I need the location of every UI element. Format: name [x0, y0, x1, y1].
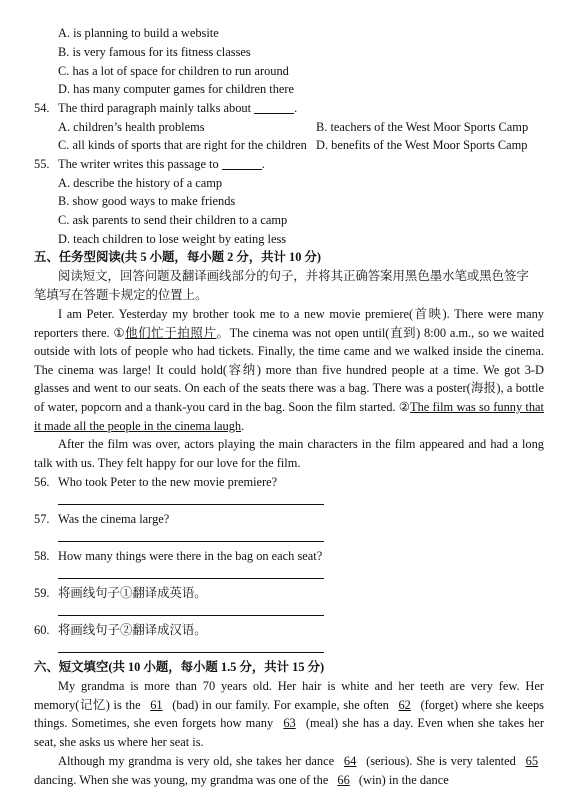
q55-stem-text: The writer writes this passage to — [58, 157, 219, 171]
q56-text: Who took Peter to the new movie premiere? — [58, 475, 278, 489]
s6-p1-text-e: (meal) she has a day. Even when she takes her seat, she asks us where her seat is. — [34, 716, 544, 749]
p1-text-c: . — [241, 418, 245, 433]
q55-option-a: A. describe the history of a camp — [58, 176, 223, 190]
q56-answer-line[interactable] — [58, 504, 324, 505]
section5-passage-paragraph2 — [34, 435, 544, 472]
section6-paragraph1 — [34, 677, 544, 751]
s6-p2-text-c: dancing. When she was young, my grandma was one of the — [34, 772, 332, 787]
q59-number: 59. — [34, 586, 50, 600]
section5-heading: 五、任务型阅读(共 5 小题，每小题 2 分，共计 10 分) — [34, 250, 322, 264]
s6-p1-text-a: My grandma is more than 70 years old. Her hair is white and her teeth are very few. Her memory(记忆) is the — [34, 679, 544, 712]
s6-p2-text-d: (win) in the dance — [355, 772, 449, 787]
section6-heading: 六、短文填空(共 10 小题，每小题 1.5 分，共计 15 分) — [34, 660, 325, 674]
q55-blank — [222, 156, 262, 170]
s6-p1-text-c: (bad) in our family. For example, she often — [168, 697, 393, 712]
q54-option-d: D. benefits of the West Moor Sports Camp — [316, 138, 528, 152]
q58-answer-line[interactable] — [58, 578, 324, 579]
section6-paragraph2 — [34, 752, 544, 789]
q54-option-c: C. all kinds of sports that are right for the children — [58, 138, 307, 152]
q55-stem: The writer writes this passage to . — [58, 157, 265, 171]
blank-66[interactable]: 66 — [337, 772, 350, 787]
q53-option-a: A. is planning to build a website — [58, 26, 219, 40]
q55-number: 55. — [34, 157, 50, 171]
q54-number: 54. — [34, 101, 50, 115]
q53-option-d: D. has many computer games for children there — [58, 82, 295, 96]
blank-61[interactable]: 61 — [150, 697, 163, 712]
section5-instruction-line1: 阅读短文，回答问题及翻译画线部分的句子，并将其正确答案用黑色墨水笔或黑色签字 — [58, 269, 529, 283]
blank-62[interactable]: 62 — [398, 697, 411, 712]
q53-option-b: B. is very famous for its fitness classes — [58, 45, 251, 59]
q57-text: Was the cinema large? — [58, 512, 170, 526]
blank-63[interactable]: 63 — [283, 716, 296, 731]
q55-option-d: D. teach children to lose weight by eating less — [58, 232, 287, 246]
q58-text: How many things were there in the bag on each seat? — [58, 549, 323, 563]
s6-p2-text-a: Although my grandma is very old, she takes her dance — [58, 754, 338, 768]
q54-blank — [254, 100, 294, 114]
underlined-sentence-1: 他们忙于拍照片 — [125, 325, 217, 340]
q56-number: 56. — [34, 475, 50, 489]
q57-number: 57. — [34, 512, 50, 526]
q60-answer-line[interactable] — [58, 652, 324, 653]
q54-option-a: A. children’s health problems — [58, 120, 205, 134]
s6-p1-text-d: (forget) where she keeps things. Sometimes, she even forgets how many — [34, 697, 544, 731]
blank-64[interactable]: 64 — [343, 754, 357, 768]
q54-stem: The third paragraph mainly talks about . — [58, 101, 298, 115]
q55-option-c: C. ask parents to send their children to a camp — [58, 213, 288, 227]
q58-number: 58. — [34, 549, 50, 563]
q54-option-b: B. teachers of the West Moor Sports Camp — [316, 120, 529, 134]
q60-number: 60. — [34, 623, 50, 637]
q55-option-b: B. show good ways to make friends — [58, 194, 236, 208]
underlined-sentence-2: The film was so funny that it made all the people in the cinema laugh — [34, 399, 544, 433]
section5-passage-paragraph1 — [34, 305, 544, 435]
q54-stem-text: The third paragraph mainly talks about — [58, 101, 252, 115]
s6-p2-text-b: (serious). She is very talented — [362, 754, 520, 768]
blank-65[interactable]: 65 — [525, 754, 539, 768]
q60-text: 将画线句子②翻译成汉语。 — [58, 623, 207, 637]
p2-text: After the film was over, actors playing the main characters in the film appeared and had a long talk with us. They felt happy for our love for the film. — [34, 437, 544, 470]
q59-text: 将画线句子①翻译成英语。 — [58, 586, 207, 600]
p1-text-a: I am Peter. Yesterday my brother took me to a new movie premiere(首映). There were many reporters there. ① — [34, 307, 544, 340]
p1-text-b: 。The cinema was not open until(直到) 8:00 a.m., so we waited outside with lots of people who had tickets. Finally, the time came and we walked inside the cinema. The cinema was large! It could hold(容纳) more than five hundred people at a time. We got 3-D glasses and went to our seats. On each of the seats there was a bag. There was a poster(海报), a bottle of water, popcorn and a thank-you card in the bag. Soon the film started. ② — [34, 325, 545, 414]
section5-instruction-line2: 笔填写在答题卡规定的位置上。 — [34, 288, 208, 302]
q57-answer-line[interactable] — [58, 541, 324, 542]
q59-answer-line[interactable] — [58, 615, 324, 616]
q53-option-c: C. has a lot of space for children to run around — [58, 64, 289, 78]
